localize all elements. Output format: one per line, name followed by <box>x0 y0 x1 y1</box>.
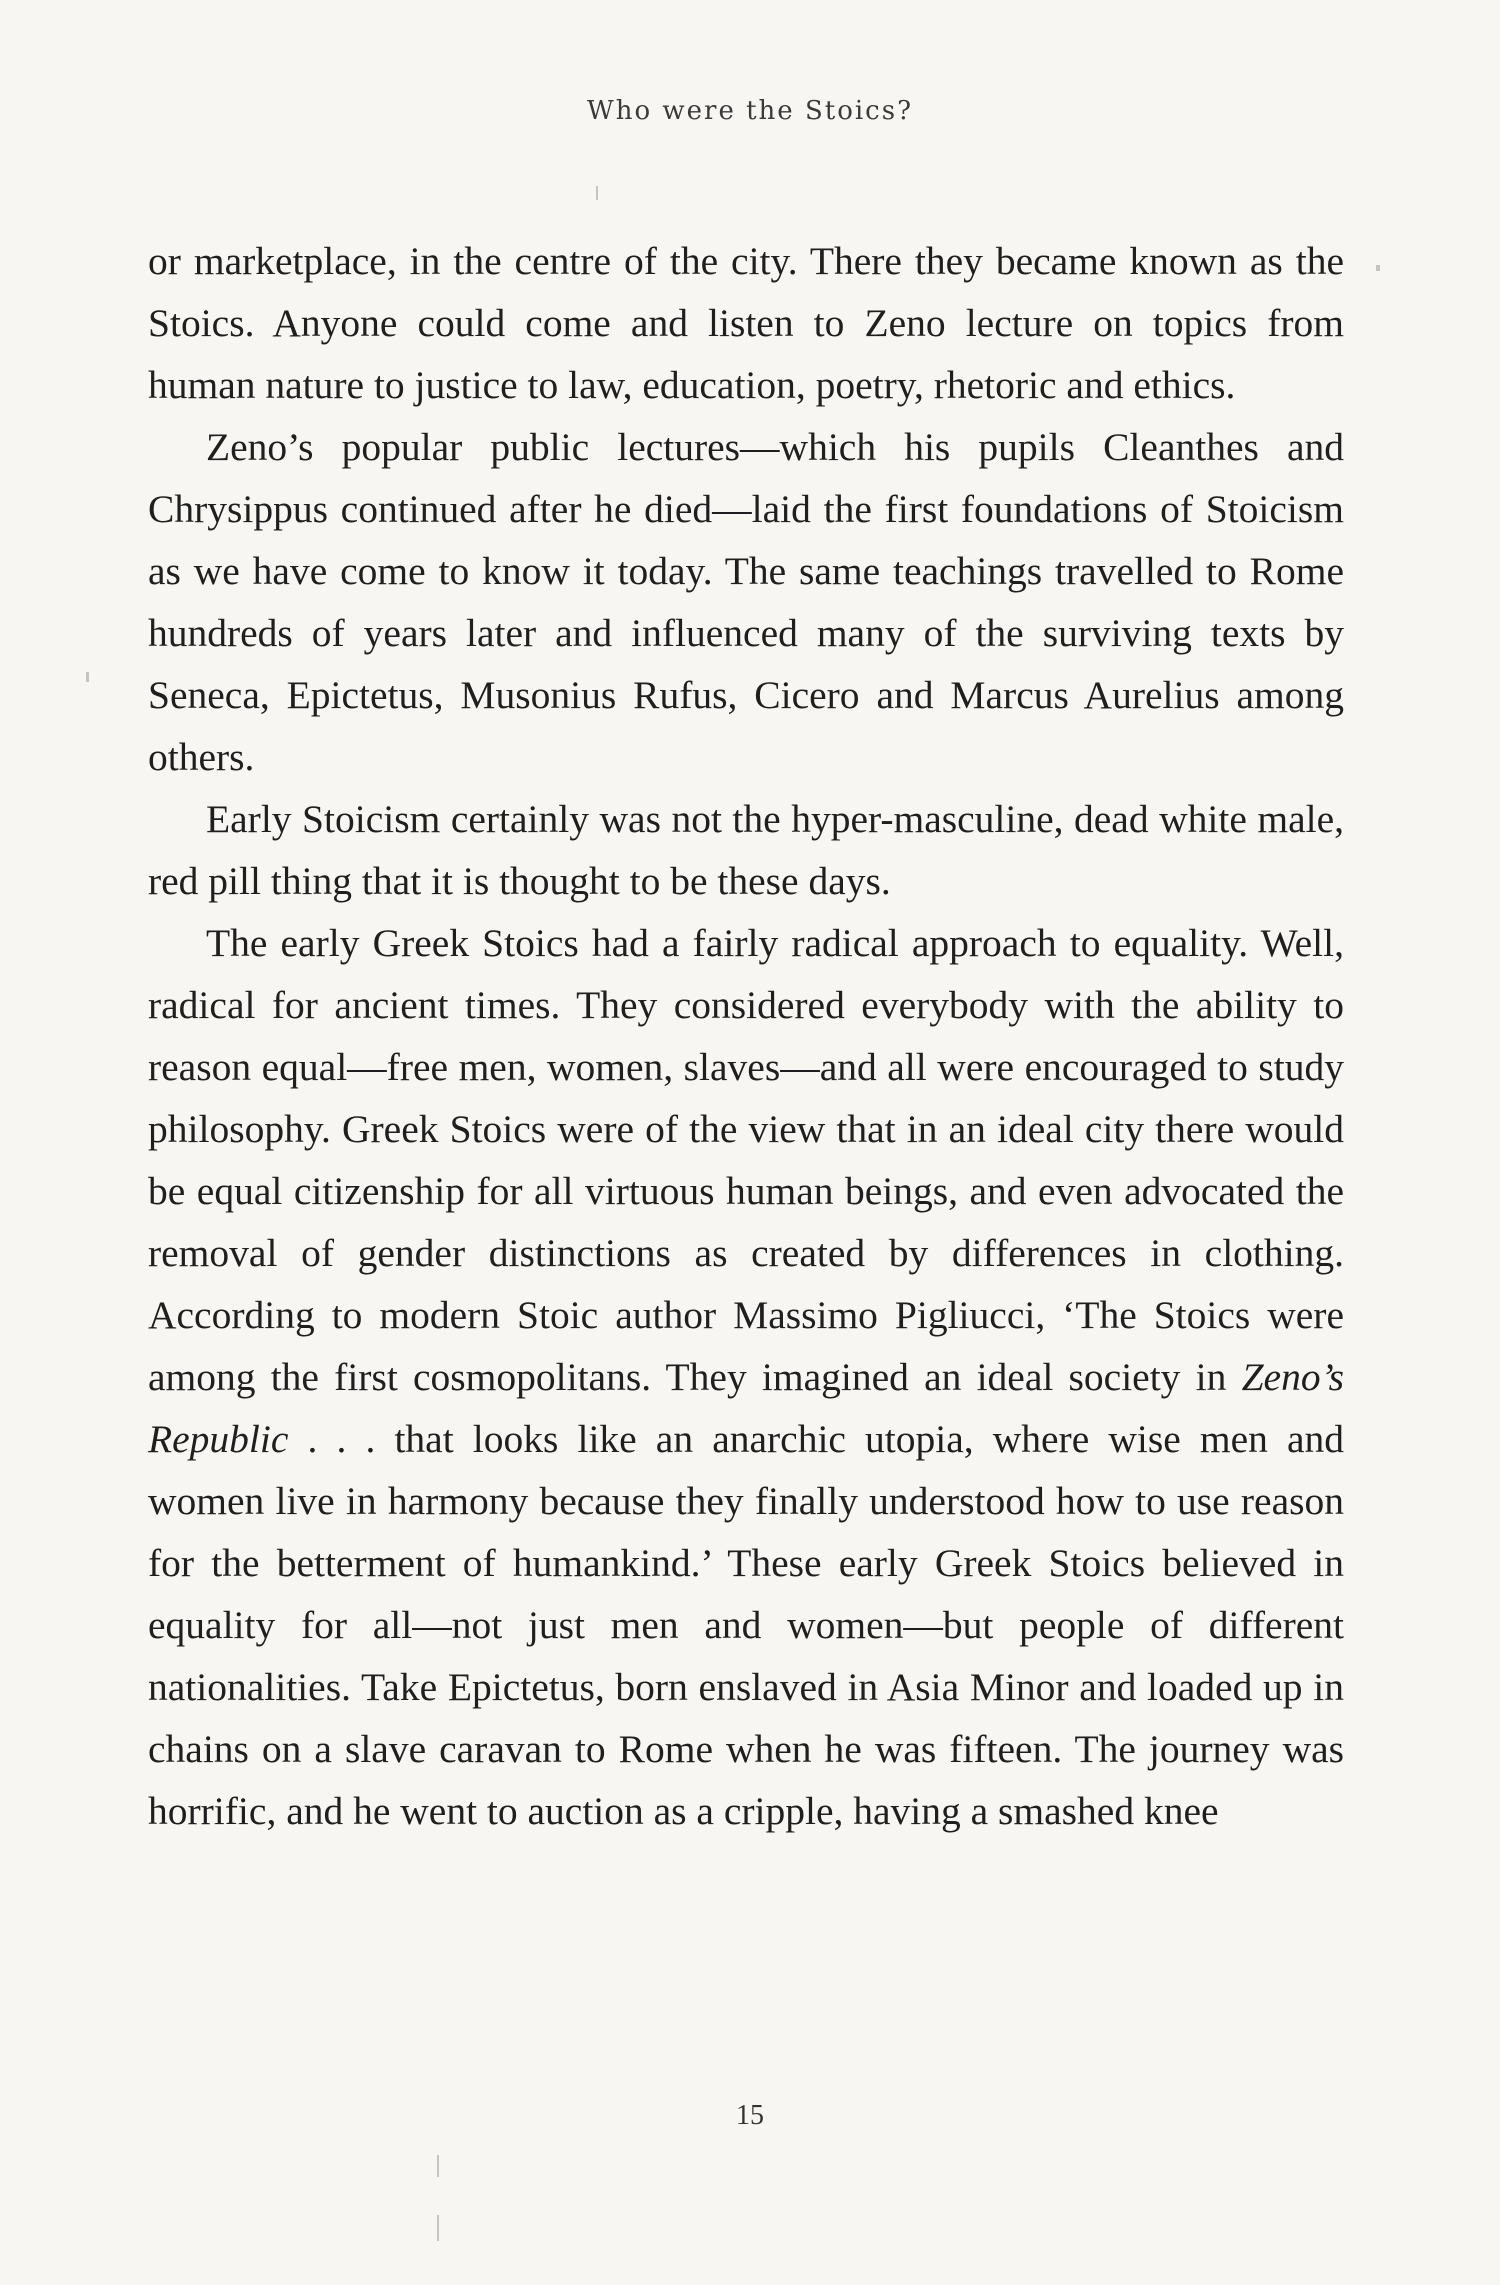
paragraph-1 <box>148 230 1344 416</box>
paragraph-text: or marketplace, in the centre of the city. There they became known as the Stoics. Anyone could come and listen to Zeno lecture on topics from human nature to justice to law, education, poetry, rhetoric and ethics. <box>148 239 1344 407</box>
scan-speck <box>596 186 598 200</box>
scan-speck <box>86 672 89 682</box>
paragraph-text: . . . that looks like an anarchic utopia, where wise men and women live in harmony because they finally understood how to use reason for the betterment of humankind.’ These early Greek Stoics believed in equality for all—not just men and women—but people of different nationalities. Take Epictetus, born enslaved in Asia Minor and loaded up in chains on a slave caravan to Rome when he was fifteen. The journey was horrific, and he went to auction as a cripple, having a smashed knee <box>148 1417 1344 1833</box>
scan-speck <box>437 2155 439 2177</box>
paragraph-text: Early Stoicism certainly was not the hyper-masculine, dead white male, red pill thing that it is thought to be these days. <box>148 797 1344 903</box>
paragraph-2 <box>148 416 1344 788</box>
scan-speck <box>437 2215 439 2241</box>
paragraph-text: The early Greek Stoics had a fairly radical approach to equality. Well, radical for ancient times. They considered everybody with the ability to reason equal—free men, women, slaves—and all were encouraged to study philosophy. Greek Stoics were of the view that in an ideal city there would be equal citizenship for all virtuous human beings, and even advocated the removal of gender distinctions as created by differences in clothing. According to modern Stoic author Massimo Pigliucci, ‘The Stoics were among the first cosmopolitans. They imagined an ideal society in <box>148 921 1344 1399</box>
running-head: Who were the Stoics? <box>586 96 914 126</box>
paragraph-text: Zeno’s popular public lectures—which his pupils Cleanthes and Chrysippus continued after he died—laid the first foundations of Stoicism as we have come to know it today. The same teachings travelled to Rome hundreds of years later and influenced many of the surviving texts by Seneca, Epictetus, Musonius Rufus, Cicero and Marcus Aurelius among others. <box>148 425 1344 779</box>
book-title: Zeno’s Republic <box>148 1355 1344 1461</box>
paragraph-4 <box>148 912 1344 1842</box>
page-number: 15 <box>736 2100 764 2131</box>
body-text <box>148 230 1344 1842</box>
scan-speck <box>1376 265 1380 271</box>
paragraph-3 <box>148 788 1344 912</box>
